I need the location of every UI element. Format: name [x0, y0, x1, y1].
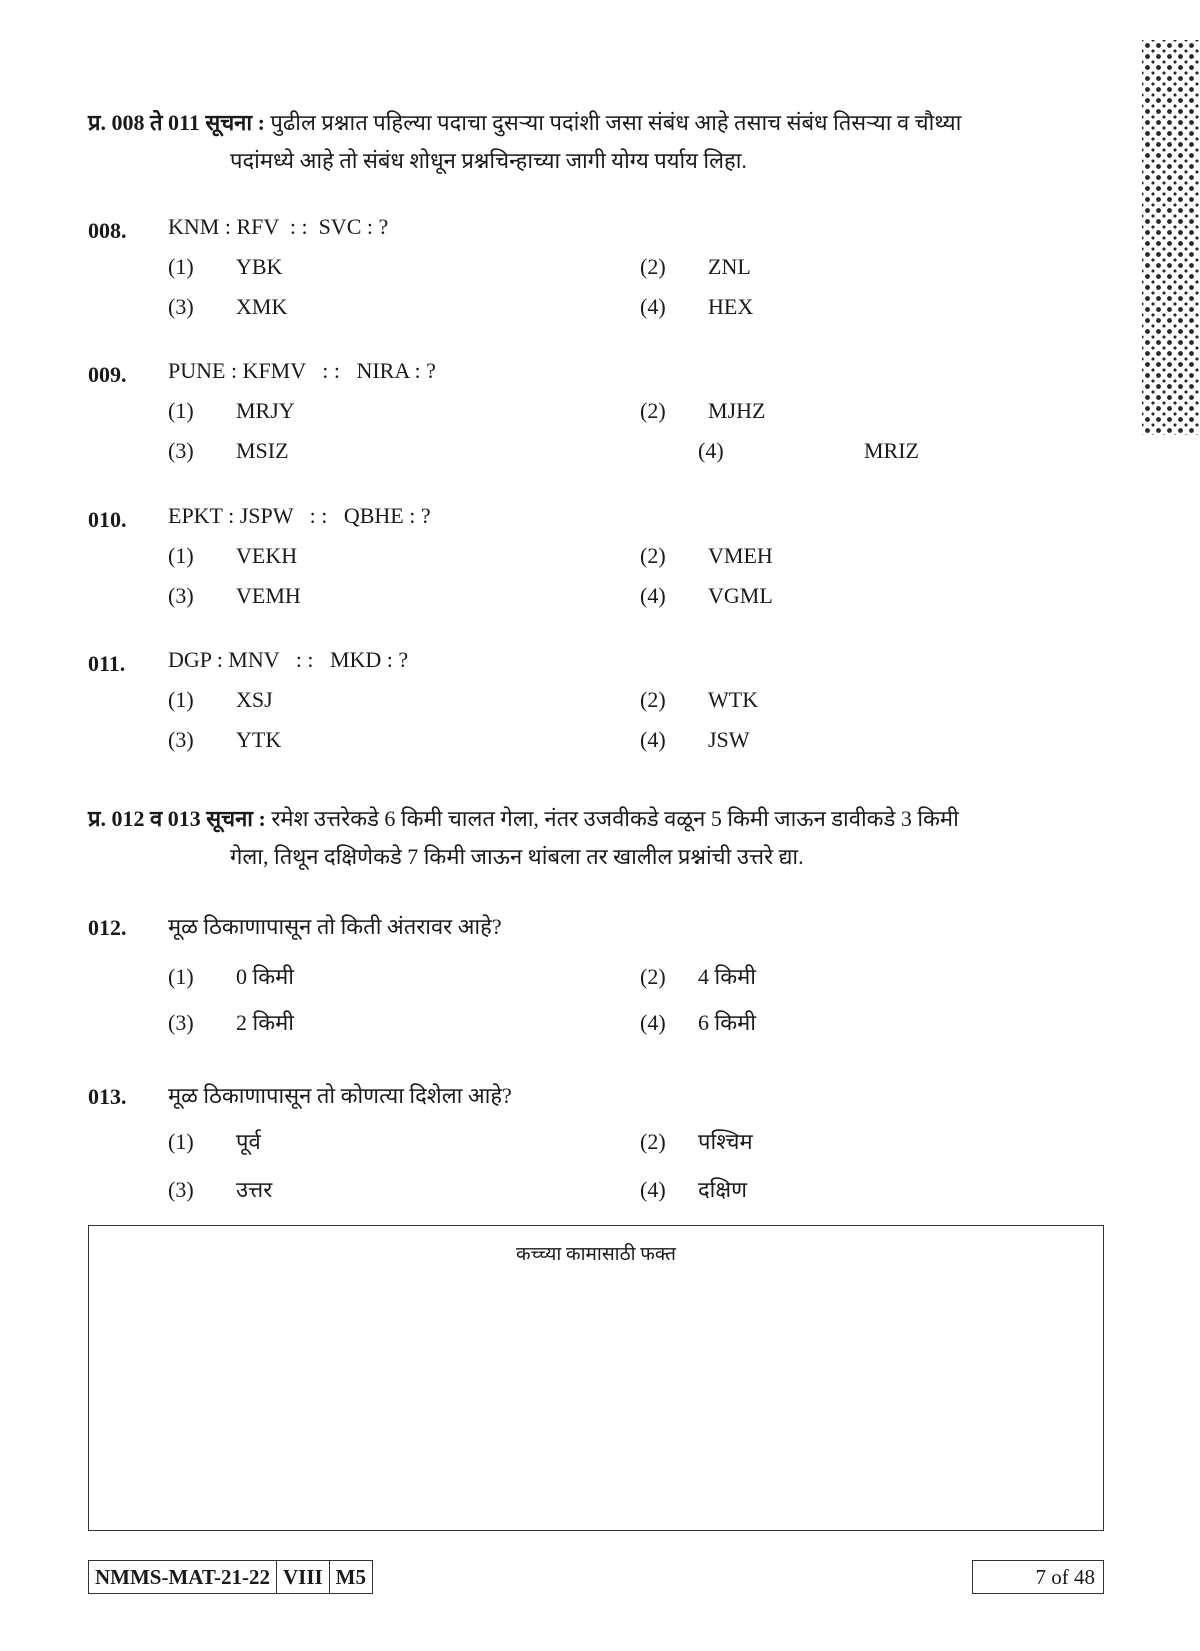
option-2[interactable]: (2) पश्चिम: [640, 1129, 753, 1154]
option-3[interactable]: (3) 2 किमी: [168, 1010, 294, 1035]
instruction-text: पुढील प्रश्नात पहिल्या पदाचा दुसऱ्या पदांशी जसा संबंध आहे तसाच संबंध तिसऱ्या व चौथ्या: [264, 110, 962, 135]
footer-page-number: [972, 1560, 1104, 1594]
class-code: VIII: [277, 1561, 330, 1593]
instruction-text-cont: पदांमध्ये आहे तो संबंध शोधून प्रश्नचिन्हाच्या जागी योग्य पर्याय लिहा.: [230, 148, 747, 173]
option-3[interactable]: (3) MSIZ: [168, 438, 289, 463]
decorative-border-pattern: [1142, 40, 1200, 435]
rough-work-title: कच्च्या कामासाठी फक्त: [516, 1244, 676, 1265]
paper-code: NMMS-MAT-21-22: [89, 1561, 277, 1593]
rough-work-box: [88, 1225, 1104, 1531]
option-3[interactable]: (3) YTK: [168, 727, 282, 752]
option-4[interactable]: (4) VGML: [640, 583, 773, 608]
option-1[interactable]: (1) YBK: [168, 254, 283, 279]
option-3[interactable]: (3) XMK: [168, 294, 288, 319]
instruction-lead: प्र. 008 ते 011 सूचना :: [88, 110, 265, 135]
instruction-text: रमेश उत्तरेकडे 6 किमी चालत गेला, नंतर उजवीकडे वळून 5 किमी जाऊन डावीकडे 3 किमी: [265, 806, 959, 831]
question-number: 013.: [88, 1084, 127, 1109]
instruction-012-013: [88, 800, 1108, 876]
option-1[interactable]: (1) MRJY: [168, 398, 295, 423]
question-number: 012.: [88, 915, 127, 940]
option-3[interactable]: (3) VEMH: [168, 583, 301, 608]
footer-paper-code: [88, 1560, 373, 1594]
instruction-008-011: [88, 104, 1108, 180]
option-4[interactable]: (4) HEX: [640, 294, 754, 319]
page-number: 7 of 48: [1035, 1565, 1095, 1589]
option-4[interactable]: (4) MRIZ: [698, 438, 919, 463]
question-text: EPKT : JSPW : : QBHE : ?: [168, 503, 431, 528]
question-text: मूळ ठिकाणापासून तो किती अंतरावर आहे?: [168, 914, 502, 939]
question-text: DGP : MNV : : MKD : ?: [168, 647, 409, 672]
option-1[interactable]: (1) XSJ: [168, 687, 273, 712]
question-number: 011.: [88, 651, 126, 676]
set-code: M5: [335, 1565, 366, 1589]
question-text: PUNE : KFMV : : NIRA : ?: [168, 358, 436, 383]
option-2[interactable]: (2) VMEH: [640, 543, 773, 568]
option-4[interactable]: (4) JSW: [640, 727, 750, 752]
option-2[interactable]: (2) 4 किमी: [640, 964, 756, 989]
question-number: 010.: [88, 507, 127, 532]
option-1[interactable]: (1) 0 किमी: [168, 964, 294, 989]
option-4[interactable]: (4) 6 किमी: [640, 1010, 756, 1035]
option-2[interactable]: (2) WTK: [640, 687, 759, 712]
option-4[interactable]: (4) दक्षिण: [640, 1177, 748, 1202]
option-3[interactable]: (3) उत्तर: [168, 1177, 273, 1202]
option-1[interactable]: (1) पूर्व: [168, 1129, 261, 1154]
option-2[interactable]: (2) ZNL: [640, 254, 751, 279]
option-2[interactable]: (2) MJHZ: [640, 398, 766, 423]
instruction-lead: प्र. 012 व 013 सूचना :: [88, 806, 266, 831]
option-1[interactable]: (1) VEKH: [168, 543, 298, 568]
question-text: मूळ ठिकाणापासून तो कोणत्या दिशेला आहे?: [168, 1083, 512, 1108]
question-number: 008.: [88, 218, 127, 243]
instruction-text-cont: गेला, तिथून दक्षिणेकडे 7 किमी जाऊन थांबला तर खालील प्रश्नांची उत्तरे द्या.: [230, 844, 804, 869]
question-text: KNM : RFV : : SVC : ?: [168, 214, 389, 239]
question-number: 009.: [88, 362, 127, 387]
